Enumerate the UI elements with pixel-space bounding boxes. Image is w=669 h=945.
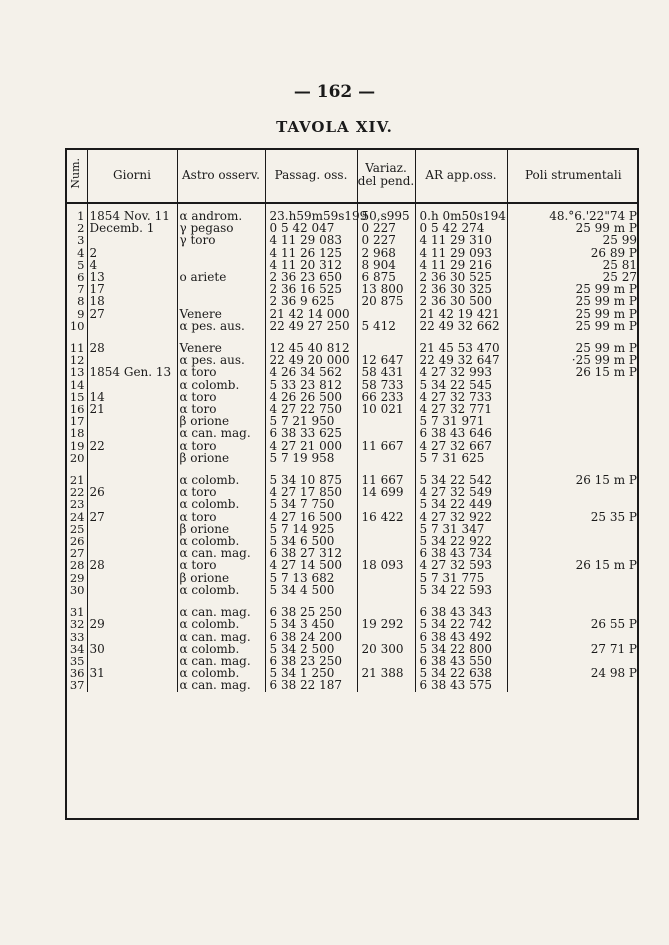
cell-astro: α can. mag.	[177, 606, 265, 618]
cell-num: 34	[69, 641, 85, 656]
cell-ar: 4 27 32 922	[415, 511, 507, 523]
cell-poli: 25 35 P	[507, 511, 639, 523]
cell-astro: α colomb.	[177, 618, 265, 630]
cell-astro: ο ariete	[177, 271, 265, 283]
cell-passag: 4 11 26 125	[265, 247, 357, 259]
cell-variaz: 5 412	[357, 320, 415, 332]
cell-ar: 4 27 32 549	[415, 486, 507, 498]
header-giorni: Giorni	[87, 148, 177, 203]
cell-passag: 2 36 9 625	[265, 295, 357, 307]
cell-ar: 22 49 32 647	[415, 354, 507, 366]
cell-variaz: 14 699	[357, 486, 415, 498]
cell-giorni: 14	[87, 391, 177, 403]
cell-astro: α colomb.	[177, 379, 265, 391]
cell-variaz: 0 227	[357, 234, 415, 246]
cell-giorni: 4	[87, 259, 177, 271]
cell-astro: Venere	[177, 308, 265, 320]
cell-num: 26	[69, 534, 85, 549]
cell-ar: 5 34 22 449	[415, 498, 507, 510]
cell-astro: α toro	[177, 559, 265, 571]
cell-passag: 6 38 22 187	[265, 679, 357, 691]
cell-astro: α colomb.	[177, 667, 265, 679]
cell-astro: α androm.	[177, 210, 265, 222]
cell-passag: 5 7 21 950	[265, 415, 357, 427]
cell-num: 4	[77, 245, 85, 260]
cell-num: 15	[69, 389, 85, 404]
cell-ar: 6 38 43 646	[415, 427, 507, 439]
cell-astro: α pes. aus.	[177, 354, 265, 366]
cell-variaz: 11 667	[357, 474, 415, 486]
cell-ar: 6 38 43 734	[415, 547, 507, 559]
cell-variaz: 66 233	[357, 391, 415, 403]
cell-variaz: 0 227	[357, 222, 415, 234]
cell-ar: 6 38 43 343	[415, 606, 507, 618]
cell-variaz: 19 292	[357, 618, 415, 630]
cell-ar: 5 34 22 638	[415, 667, 507, 679]
cell-poli: 25 99 m P	[507, 308, 639, 320]
cell-ar: 6 38 43 550	[415, 655, 507, 667]
cell-passag: 4 27 22 750	[265, 403, 357, 415]
cell-giorni: 1854 Gen. 13	[87, 366, 177, 378]
cell-num: 28	[69, 558, 85, 573]
cell-astro: α toro	[177, 391, 265, 403]
cell-passag: 6 38 23 250	[265, 655, 357, 667]
cell-giorni: 1854 Nov. 11	[87, 210, 177, 222]
cell-giorni: 27	[87, 308, 177, 320]
cell-num: 10	[69, 318, 85, 333]
cell-ar: 2 36 30 325	[415, 283, 507, 295]
cell-variaz: 20 875	[357, 295, 415, 307]
cell-num: 31	[69, 605, 85, 620]
cell-passag: 2 36 23 650	[265, 271, 357, 283]
cell-passag: 5 34 10 875	[265, 474, 357, 486]
cell-passag: 0 5 42 047	[265, 222, 357, 234]
cell-astro: α colomb.	[177, 535, 265, 547]
cell-poli: 25 99 m P	[507, 295, 639, 307]
cell-passag: 4 26 26 500	[265, 391, 357, 403]
cell-poli: 25 99	[507, 234, 639, 246]
cell-num: 18	[69, 426, 85, 441]
cell-variaz: 50,s995	[357, 210, 415, 222]
cell-num: 16	[69, 402, 85, 417]
cell-ar: 2 36 30 525	[415, 271, 507, 283]
cell-variaz: 21 388	[357, 667, 415, 679]
cell-astro: α toro	[177, 366, 265, 378]
cell-astro: α toro	[177, 511, 265, 523]
cell-passag: 5 34 6 500	[265, 535, 357, 547]
cell-variaz: 20 300	[357, 643, 415, 655]
cell-ar: 6 38 43 575	[415, 679, 507, 691]
cell-astro: β orione	[177, 415, 265, 427]
cell-passag: 4 27 17 850	[265, 486, 357, 498]
cell-poli: 25 81	[507, 259, 639, 271]
cell-astro: β orione	[177, 572, 265, 584]
cell-passag: 2 36 16 525	[265, 283, 357, 295]
cell-poli: 25 99 m P	[507, 283, 639, 295]
cell-poli: 25 99 m P	[507, 342, 639, 354]
cell-passag: 22 49 20 000	[265, 354, 357, 366]
cell-passag: 5 34 7 750	[265, 498, 357, 510]
cell-num: 22	[69, 485, 85, 500]
cell-num: 25	[69, 521, 85, 536]
cell-astro: α can. mag.	[177, 427, 265, 439]
cell-astro: α toro	[177, 440, 265, 452]
cell-giorni: 2	[87, 247, 177, 259]
cell-passag: 4 27 16 500	[265, 511, 357, 523]
cell-ar: 4 27 32 593	[415, 559, 507, 571]
cell-poli: 26 55 P	[507, 618, 639, 630]
cell-num: 3	[77, 233, 85, 248]
cell-passag: 23.h59m59s199	[265, 210, 357, 222]
cell-passag: 12 45 40 812	[265, 342, 357, 354]
cell-ar: 4 11 29 216	[415, 259, 507, 271]
cell-astro: α can. mag.	[177, 547, 265, 559]
cell-giorni: 26	[87, 486, 177, 498]
cell-astro: γ toro	[177, 234, 265, 246]
cell-ar: 5 34 22 922	[415, 535, 507, 547]
cell-variaz: 58 431	[357, 366, 415, 378]
cell-passag: 5 7 14 925	[265, 523, 357, 535]
cell-num: 33	[69, 629, 85, 644]
cell-poli: 24 98 P	[507, 667, 639, 679]
cell-ar: 5 7 31 775	[415, 572, 507, 584]
cell-astro: β orione	[177, 523, 265, 535]
cell-ar: 2 36 30 500	[415, 295, 507, 307]
cell-astro: α colomb.	[177, 474, 265, 486]
cell-num: 1	[77, 209, 85, 223]
cell-giorni: Decemb. 1	[87, 222, 177, 234]
cell-passag: 6 38 24 200	[265, 631, 357, 643]
cell-poli: 27 71 P	[507, 643, 639, 655]
cell-ar: 21 42 19 421	[415, 308, 507, 320]
cell-passag: 4 27 14 500	[265, 559, 357, 571]
cell-num: 29	[69, 570, 85, 585]
cell-ar: 4 27 32 667	[415, 440, 507, 452]
cell-poli: ·25 99 m P	[507, 354, 639, 366]
cell-variaz: 58 733	[357, 379, 415, 391]
cell-passag: 5 34 1 250	[265, 667, 357, 679]
cell-passag: 5 34 2 500	[265, 643, 357, 655]
cell-ar: 5 7 31 625	[415, 452, 507, 464]
cell-giorni: 18	[87, 295, 177, 307]
header-num: Num.	[65, 148, 87, 203]
cell-num: 21	[69, 473, 85, 488]
cell-ar: 5 34 22 742	[415, 618, 507, 630]
cell-astro: α toro	[177, 403, 265, 415]
cell-ar: 4 11 29 093	[415, 247, 507, 259]
cell-num: 9	[77, 306, 85, 321]
cell-ar: 4 27 32 733	[415, 391, 507, 403]
table-frame	[65, 148, 639, 820]
cell-giorni: 13	[87, 271, 177, 283]
cell-passag: 4 11 20 312	[265, 259, 357, 271]
cell-astro: α toro	[177, 486, 265, 498]
cell-num: 37	[69, 678, 85, 693]
cell-variaz: 13 800	[357, 283, 415, 295]
cell-astro: α colomb.	[177, 643, 265, 655]
cell-astro: α colomb.	[177, 498, 265, 510]
cell-passag: 5 7 19 958	[265, 452, 357, 464]
cell-num: 6	[77, 270, 85, 285]
page-number: — 162 —	[293, 82, 376, 102]
cell-num: 11	[69, 341, 85, 356]
header-poli: Poli strumentali	[507, 148, 639, 203]
cell-num: 20	[69, 450, 85, 465]
cell-poli: 25 99 m P	[507, 222, 639, 234]
cell-num: 32	[69, 617, 85, 632]
cell-ar: 21 45 53 470	[415, 342, 507, 354]
cell-passag: 22 49 27 250	[265, 320, 357, 332]
cell-num: 23	[69, 497, 85, 512]
cell-astro: α can. mag.	[177, 679, 265, 691]
cell-poli: 48.°6.'22"74 P	[507, 210, 639, 222]
cell-astro: α pes. aus.	[177, 320, 265, 332]
cell-num: 5	[77, 257, 85, 272]
cell-ar: 6 38 43 492	[415, 631, 507, 643]
cell-num: 36	[69, 666, 85, 681]
cell-giorni: 21	[87, 403, 177, 415]
cell-variaz: 12 647	[357, 354, 415, 366]
cell-num: 24	[69, 509, 85, 524]
cell-num: 30	[69, 582, 85, 597]
cell-giorni: 28	[87, 342, 177, 354]
cell-passag: 4 11 29 083	[265, 234, 357, 246]
cell-variaz: 11 667	[357, 440, 415, 452]
cell-passag: 4 27 21 000	[265, 440, 357, 452]
cell-astro: Venere	[177, 342, 265, 354]
header-ar: AR app.oss.	[415, 148, 507, 203]
header-astro: Astro osserv.	[177, 148, 265, 203]
cell-passag: 5 34 3 450	[265, 618, 357, 630]
header-variaz: Variaz. del pend.	[357, 148, 415, 203]
cell-ar: 5 7 31 971	[415, 415, 507, 427]
cell-astro: β orione	[177, 452, 265, 464]
cell-ar: 5 34 22 545	[415, 379, 507, 391]
cell-num: 17	[69, 414, 85, 429]
cell-passag: 5 34 4 500	[265, 584, 357, 596]
cell-variaz: 16 422	[357, 511, 415, 523]
cell-ar: 22 49 32 662	[415, 320, 507, 332]
cell-ar: 5 34 22 800	[415, 643, 507, 655]
cell-num: 2	[77, 221, 85, 236]
cell-passag: 6 38 33 625	[265, 427, 357, 439]
cell-variaz: 6 875	[357, 271, 415, 283]
cell-variaz: 10 021	[357, 403, 415, 415]
cell-num: 14	[69, 377, 85, 392]
cell-variaz: 2 968	[357, 247, 415, 259]
cell-astro: α colomb.	[177, 584, 265, 596]
cell-poli: 26 15 m P	[507, 366, 639, 378]
cell-ar: 4 27 32 771	[415, 403, 507, 415]
cell-ar: 4 27 32 993	[415, 366, 507, 378]
cell-passag: 6 38 25 250	[265, 606, 357, 618]
cell-giorni: 17	[87, 283, 177, 295]
cell-astro: α can. mag.	[177, 655, 265, 667]
cell-giorni: 27	[87, 511, 177, 523]
cell-ar: 5 7 31 347	[415, 523, 507, 535]
cell-passag: 6 38 27 312	[265, 547, 357, 559]
cell-ar: 0 5 42 274	[415, 222, 507, 234]
cell-variaz: 18 093	[357, 559, 415, 571]
cell-num: 8	[77, 294, 85, 309]
cell-num: 19	[69, 438, 85, 453]
cell-giorni: 22	[87, 440, 177, 452]
cell-giorni: 28	[87, 559, 177, 571]
cell-ar: 0.h 0m50s194	[415, 210, 507, 222]
header-passag: Passag. oss.	[265, 148, 357, 203]
cell-num: 35	[69, 653, 85, 668]
cell-ar: 5 34 22 542	[415, 474, 507, 486]
cell-poli: 26 89 P	[507, 247, 639, 259]
cell-giorni: 31	[87, 667, 177, 679]
cell-giorni: 30	[87, 643, 177, 655]
cell-giorni: 29	[87, 618, 177, 630]
cell-poli: 25 99 m P	[507, 320, 639, 332]
cell-num: 12	[69, 353, 85, 368]
cell-passag: 5 7 13 682	[265, 572, 357, 584]
cell-poli: 26 15 m P	[507, 559, 639, 571]
cell-ar: 4 11 29 310	[415, 234, 507, 246]
cell-poli: 26 15 m P	[507, 474, 639, 486]
table-title: TAVOLA XIV.	[276, 118, 393, 136]
cell-passag: 5 33 23 812	[265, 379, 357, 391]
cell-astro: α can. mag.	[177, 631, 265, 643]
cell-num: 7	[77, 282, 85, 297]
cell-variaz: 8 904	[357, 259, 415, 271]
cell-ar: 5 34 22 593	[415, 584, 507, 596]
cell-poli: 25 27	[507, 271, 639, 283]
cell-num: 13	[69, 365, 85, 380]
cell-num: 27	[69, 546, 85, 561]
cell-passag: 21 42 14 000	[265, 308, 357, 320]
cell-passag: 4 26 34 562	[265, 366, 357, 378]
cell-astro: γ pegaso	[177, 222, 265, 234]
